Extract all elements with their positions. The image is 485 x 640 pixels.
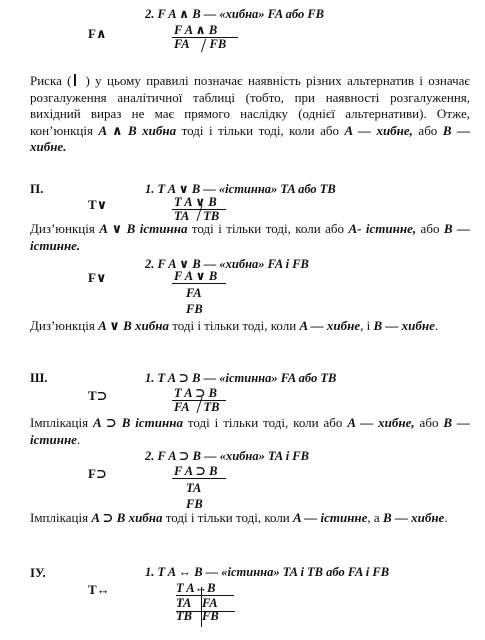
table-t-imp — [172, 387, 226, 414]
text: A ∧ B хибна — [98, 122, 177, 138]
table-top: T A ⊃ B — [172, 387, 226, 401]
text: ) у цьому правилі позначає наявність різних альтернатив і означає розгалуження аналітичної таблиці (тобто, при наявності розгалуження, вихідний вираз не має прямого наслідку (однієї альтернативи). Отже, кон’юнкція — [30, 73, 470, 138]
text: A — істинне — [293, 510, 368, 525]
table-top-op: ↔ — [194, 581, 208, 595]
branch-right: FB — [209, 37, 227, 51]
rule-t-eq: 1. T A ↔ B — «істинна» TA і TB або FA і FB — [145, 565, 390, 579]
branch-right-2: FB — [202, 609, 219, 623]
branch-bar — [201, 587, 202, 627]
text: тоді і тільки тоді, коли — [168, 318, 300, 333]
table-f-imp — [172, 465, 226, 511]
text: A ⊃ B хибна — [91, 510, 163, 525]
text: Риска ( — [30, 73, 72, 88]
label-t-imp: T⊃ — [88, 388, 108, 403]
rule-t-imp: 1. T A ⊃ B — «істинна» FA або TB — [145, 371, 337, 385]
table-row-1: TA — [186, 481, 202, 495]
branch-right-1: FA — [202, 596, 218, 610]
text: B — істинне. — [30, 221, 471, 253]
branch-left-2: TB — [176, 609, 192, 623]
text: , і — [360, 318, 374, 333]
text: тоді і тільки тоді, коли — [162, 510, 294, 525]
paragraph-implication-true — [30, 415, 470, 448]
paragraph-implication-false — [30, 510, 470, 527]
table-f-or — [172, 270, 226, 316]
text: або — [412, 122, 443, 138]
text: B — хибне. — [30, 122, 470, 154]
table-top: F A ∧ B — [172, 24, 238, 38]
text: тоді і тільки тоді, коли або — [187, 221, 349, 236]
text: тоді і тільки тоді, коли або — [182, 415, 348, 430]
text: Імплікація — [30, 510, 92, 525]
table-t-eq — [176, 582, 236, 623]
text: . — [444, 510, 448, 525]
table-row-2: FB — [186, 497, 203, 511]
label-f-and: F∧ — [88, 26, 107, 41]
table-f-and — [172, 24, 238, 51]
section-number-3: Ш. — [30, 370, 48, 385]
text: B — істинне — [30, 415, 470, 447]
label-t-eq: T↔ — [88, 582, 110, 597]
section-number-2: П. — [30, 181, 44, 196]
table-top: F A ⊃ B — [172, 465, 226, 479]
text: Диз’юнкція — [30, 318, 99, 333]
branch-right: TB — [203, 400, 220, 414]
text: Диз’юнкція — [30, 221, 100, 236]
rule-f-or: 2. F A ∨ B — «хибна» FA і FB — [145, 257, 309, 271]
table-top — [176, 582, 234, 596]
text: A- істинне, — [348, 221, 417, 236]
section-number-4: ІУ. — [30, 565, 46, 580]
rule-f-and: 2. F A ∧ B — «хибна» FA або FB — [145, 7, 324, 21]
paragraph-disjunction-true — [30, 221, 470, 254]
rule-t-or: 1. T A ∨ B — «істинна» TA або TB — [145, 182, 336, 196]
text: A ∨ B істинна — [99, 221, 188, 236]
text: тоді і тільки тоді, коли або — [176, 122, 345, 138]
label-t-or: T∨ — [88, 197, 108, 212]
text: A ∨ B хибна — [98, 318, 169, 333]
label-f-imp: F⊃ — [88, 466, 107, 481]
row-divider — [176, 611, 235, 612]
text: A — хибне — [299, 318, 361, 333]
table-top: T A ∨ B — [172, 196, 226, 210]
text: B — хибне — [373, 318, 435, 333]
paragraph-branch-explanation — [30, 73, 470, 156]
text: або — [416, 221, 444, 236]
table-row-1: FA — [186, 286, 202, 300]
text: A ⊃ B істинна — [92, 415, 183, 430]
label-f-or: F∨ — [88, 270, 107, 285]
branch-right: TB — [203, 209, 220, 223]
table-top: F A ∨ B — [172, 270, 226, 284]
table-top-b: B — [207, 581, 216, 595]
text: . — [76, 431, 81, 447]
text: B — хибне — [382, 510, 445, 525]
branch-left-1: TA — [176, 596, 192, 610]
text: Імплікація — [30, 415, 93, 430]
text: A — хибне, — [347, 415, 415, 430]
table-row-2: FB — [186, 302, 203, 316]
bar-symbol — [74, 74, 84, 86]
text: або — [414, 415, 444, 430]
text: , а — [367, 510, 383, 525]
branch-left: TA — [174, 209, 190, 223]
branch-left: FA — [174, 37, 190, 51]
text: A — хибне, — [344, 122, 413, 138]
text: . — [434, 318, 439, 333]
rule-f-imp: 2. F A ⊃ B — «хибна» TA і FB — [145, 449, 309, 463]
branch-left: FA — [174, 400, 190, 414]
table-top-a: T A — [176, 581, 195, 595]
paragraph-disjunction-false — [30, 318, 470, 335]
